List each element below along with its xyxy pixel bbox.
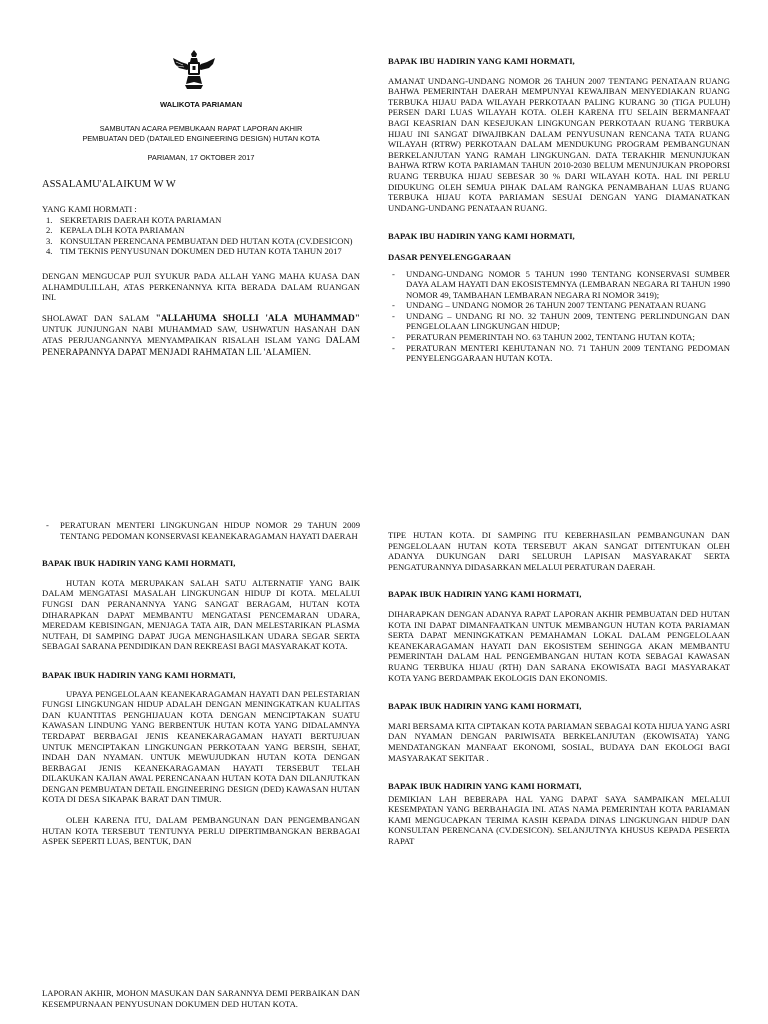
garuda-emblem-icon [171,48,217,92]
header-title: WALIKOTA PARIAMAN [159,100,243,109]
right-bottom-column [388,530,730,847]
mari-paragraph: MARI BERSAMA KITA CIPTAKAN KOTA PARIAMAN SEBAGAI KOTA HIJUA YANG ASRI DAN NYAMAN DENGAN PARIWISATA BERKELANJUTAN (EKOWISATA) YANG MENDATANGKAN MANFAAT EKONOMI, SOSIAL, BUDAYA DAN EKOLOGI BAGI MASYARAKAT SEKITAR . [388,720,730,763]
regulation-item: - PERATURAN MENTERI KEHUTANAN NO. 71 TAHUN 2009 TENTANG PEDOMAN PENYELENGGARAAN HUTAN KOTA. [388,343,730,364]
amanat-paragraph: AMANAT UNDANG-UNDANG NOMOR 26 TAHUN 2007 TENTANG PENATAAN RUANG BAHWA PEMERINTAH DAERAH MEMPUNYAI KEWAJIBAN MENYEDIAKAN RUANG TERBUKA HIJAU PADA WILAYAH PERKOTAAN PALING KURANG 30 (TIGA PULUH) PERSEN DARI LUAS WILAYAH KOTA. OLEH KARENA ITU SELAIN BERMANFAAT BAGI KEASRIAN DAN KESEJUKAN LINGKUNGAN PERKOTAAN RUANG TERBUKA HIJAU INI SANGAT DIWAJIBKAN DALAM PENYUSUNAN RENCANA TATA RUANG WILAYAH (RTRW) PERKOTAAN DALAM MENDUKUNG PROGRAM PEMBANGUNAN BERKELANJUTAN YANG RAMAH LINGKUNGAN. DATA TERAKHIR MENUNJUKAN BAHWA RTRW KOTA PARIAMAN TAHUN 2010-2030 BELUM MENUNJUKAN PROPORSI RUANG TERBUKA HIJAU SEBESAR 30 % DARI WILAYAH KOTA. HAL INI PERLU DIDUKUNG OLEH SEMUA PIHAK DALAM RANGKA PENAMBAHAN LUAS RUANG TERBUKA HIJAU KOTA PARIAMAN SESUAI DENGAN YANG DIAMANATKAN UNDANG-UNDANG PENATAAN RUANG. [388,75,730,213]
header-subtitle-2: PEMBUATAN DED (DATAILED ENGINEERING DESIGN) HUTAN KOTA [82,134,320,144]
oleh-karena-paragraph: OLEH KARENA ITU, DALAM PEMBANGUNAN DAN PENGEMBANGAN HUTAN KOTA TERSEBUT TENTUNYA PERLU DIPERTIMBANGKAN BERBAGAI ASPEK SEPERTI LUAS, BENTUK, DAN [42,815,360,847]
section-heading: BAPAK IBUK HADIRIN YANG KAMI HORMATI, [388,781,582,792]
hutan-kota-paragraph: HUTAN KOTA MERUPAKAN SALAH SATU ALTERNATIF YANG BAIK DALAM MENGATASI MASALAH LINGKUNGAN HIDUP DI KOTA. MELALUI FUNGSI DAN PERANANNYA YANG SANGAT BERAGAM, HUTAN KOTA DIHARAPKAN DAPAT MEMBANTU MENGATASI PENCEMARAN UDARA, MEREDAM KEBISINGAN, MENJAGA TATA AIR, DAN MELESTARIKAN PLASMA NUTFAH, DI SAMPING DAPAT JUGA MENGHASILKAN UDARA SEGAR SERTA SEBAGAI SARANA PENDIDIKAN DAN REKREASI BAGI MASYARAKAT KOTA. [42,577,360,652]
left-bottom-column [42,520,360,847]
honoree-item: 1. SEKRETARIS DAERAH KOTA PARIAMAN [46,214,222,225]
regulation-item: - PERATURAN MENTERI LINGKUNGAN HIDUP NOMOR 29 TAHUN 2009 TENTANG PEDOMAN KONSERVASI KEANEKARAGAMAN HAYATI DAERAH [42,520,360,541]
section-heading: BAPAK IBUK HADIRIN YANG KAMI HORMATI, [42,669,236,680]
dasar-heading: DASAR PENYELENGGARAAN [388,251,511,262]
section-heading: BAPAK IBUK HADIRIN YANG KAMI HORMATI, [42,558,236,569]
section-heading: BAPAK IBU HADIRIN YANG KAMI HORMATI, [388,56,575,66]
section-heading: BAPAK IBUK HADIRIN YANG KAMI HORMATI, [388,701,582,712]
tipe-hutan-paragraph: TIPE HUTAN KOTA. DI SAMPING ITU KEBERHASILAN PEMBANGUNAN DAN PENGELOLAAN HUTAN KOTA TERSEBUT AKAN SANGAT DITENTUKAN OLEH ADANYA DUKUNGAN DARI SELURUH LAPISAN MASYARAKAT SERTA PENGATURANNYA DIDASARKAN MELALUI PERATURAN DAERAH. [388,530,730,572]
upaya-paragraph: UPAYA PENGELOLAAN KEANEKARAGAMAN HAYATI DAN PELESTARIAN FUNGSI LINGKUNGAN HIDUP ADALAH DENGAN MENINGKATKAN KUALITAS DAN KUANTITAS PENGHIJAUAN KOTA DENGAN MENCIPTAKAN SUATU KAWASAN LINDUNG YANG BERBENTUK HUTAN KOTA YANG DIDALAMNYA TERDAPAT BERBAGAI JENIS KEANEKARAGAMAN HAYATI BERTUJUAN UNTUK MENCIPTAKAN LINGKUNGAN PERKOTAAN YANG BERSIH, SEHAT, INDAH DAN NYAMAN. UNTUK MEWUJUDKAN HUTAN KOTA DENGAN BERBAGAI JENIS KEANEKARAGAMAN HAYATI TERSEBUT TELAH DILAKUKAN KAJIAN AWAL PERENCANAAN HUTAN KOTA DAN DILANJUTKAN DENGAN PEMBUATAN DETAIL ENGINEERING DESIGN (DED) KAWASAN HUTAN KOTA DI DESA SIKAPAK BARAT DAN TIMUR. [42,688,360,805]
honoree-item: 3. KONSULTAN PERENCANA PEMBUATAN DED HUTAN KOTA (CV.DESICON) [46,235,353,246]
header-date: PARIAMAN, 17 OKTOBER 2017 [147,152,255,162]
regulation-item: - UNDANG – UNDANG NOMOR 26 TAHUN 2007 TENTANG PENATAAN RUANG [388,300,730,311]
laporan-paragraph: LAPORAN AKHIR, MOHON MASUKAN DAN SARANNYA DEMI PERBAIKAN DAN KESEMPURNAAN PENYUSUNAN DOKUMEN DED HUTAN KOTA. [42,988,360,1009]
opening-paragraph-1: DENGAN MENGUCAP PUJI SYUKUR PADA ALLAH YANG MAHA KUASA DAN ALHAMDULILLAH, ATAS PERKENANNYA KITA BERADA DALAM RUANGAN INI. [42,270,360,303]
regulation-list [388,269,730,364]
regulation-list-continued [42,520,360,541]
left-footer-column [42,988,360,1009]
section-heading: BAPAK IBU HADIRIN YANG KAMI HORMATI, [388,231,575,242]
hormati-label: YANG KAMI HORMATI : [42,203,137,214]
regulation-item: - UNDANG-UNDANG NOMOR 5 TAHUN 1990 TENTANG KONSERVASI SUMBER DAYA ALAM HAYATI DAN EKOSISTEMNYA (LEMBARAN NEGARA RI TAHUN 1990 NOMOR 49, TAMBAHAN LEMBARAN NEGARA RI NOMOR 3419); [388,269,730,301]
diharapkan-paragraph: DIHARAPKAN DENGAN ADANYA RAPAT LAPORAN AKHIR PEMBUATAN DED HUTAN KOTA INI DAPAT DIMANFAATKAN UNTUK MEMBANGUN HUTAN KOTA PARIAMAN SERTA DAPAT MENINGKATKAN PEMAHAMAN LOKAL DALAM PENGELOLAAN KEANEKARAGAMAN HAYATI DAN EKOSISTEM SEHINGGA AKAN MEMBANTU PEMERINTAH DALAM HAL PENGEMBANGAN HUTAN KOTA SEBAGAI KAWASAN RUANG TERBUKA HIJAU (RTH) DAN SARANA EKOWISATA BAGI MASYARAKAT KOTA YANG BERDAMPAK EKOLOGIS DAN EKONOMIS. [388,608,730,683]
opening-paragraph-2: SHOLAWAT DAN SALAM "ALLAHUMA SHOLLI 'ALA MUHAMMAD" UNTUK JUNJUNGAN NABI MUHAMMAD SAW, USHWATUN HASANAH DAN ATAS PERJUANGANNYA MENYAMPAIKAN RISALAH ISLAM YANG DALAM PENERAPANNYA DAPAT MENJADI RAHMATAN LIL 'ALAMIEN. [42,312,360,358]
honoree-item: 2. KEPALA DLH KOTA PARIAMAN [46,225,185,236]
demikian-paragraph: DEMIKIAN LAH BEBERAPA HAL YANG DAPAT SAYA SAMPAIKAN MELALUI KESEMPATAN YANG BERBAHAGIA INI. ATAS NAMA PEMERINTAH KOTA PARIAMAN KAMI MENGUCAPKAN TERIMA KASIH KEPADA DINAS LINGKUNGAN HIDUP DAN KONSULTAN PERENCANA (CV.DESICON). SELANJUTNYA KHUSUS KEPADA PESERTA RAPAT [388,793,730,847]
right-top-column [388,56,730,364]
section-heading: BAPAK IBUK HADIRIN YANG KAMI HORMATI, [388,589,582,600]
regulation-item: - PERATURAN PEMERINTAH NO. 63 TAHUN 2002, TENTANG HUTAN KOTA; [388,332,730,343]
honoree-item: 4. TIM TEKNIS PENYUSUNAN DOKUMEN DED HUTAN KOTA TAHUN 2017 [46,246,342,257]
regulation-item: - UNDANG – UNDANG RI NO. 32 TAHUN 2009, TENTENG PERLINDUNGAN DAN PENGELOLAAN LINGKUNGAN HIDUP; [388,311,730,332]
left-top-column [42,100,360,358]
honoree-list [42,215,360,257]
header-subtitle-1: SAMBUTAN ACARA PEMBUKAAN RAPAT LAPORAN AKHIR [99,123,303,133]
greeting: ASSALAMU'ALAIKUM W W [42,179,176,191]
